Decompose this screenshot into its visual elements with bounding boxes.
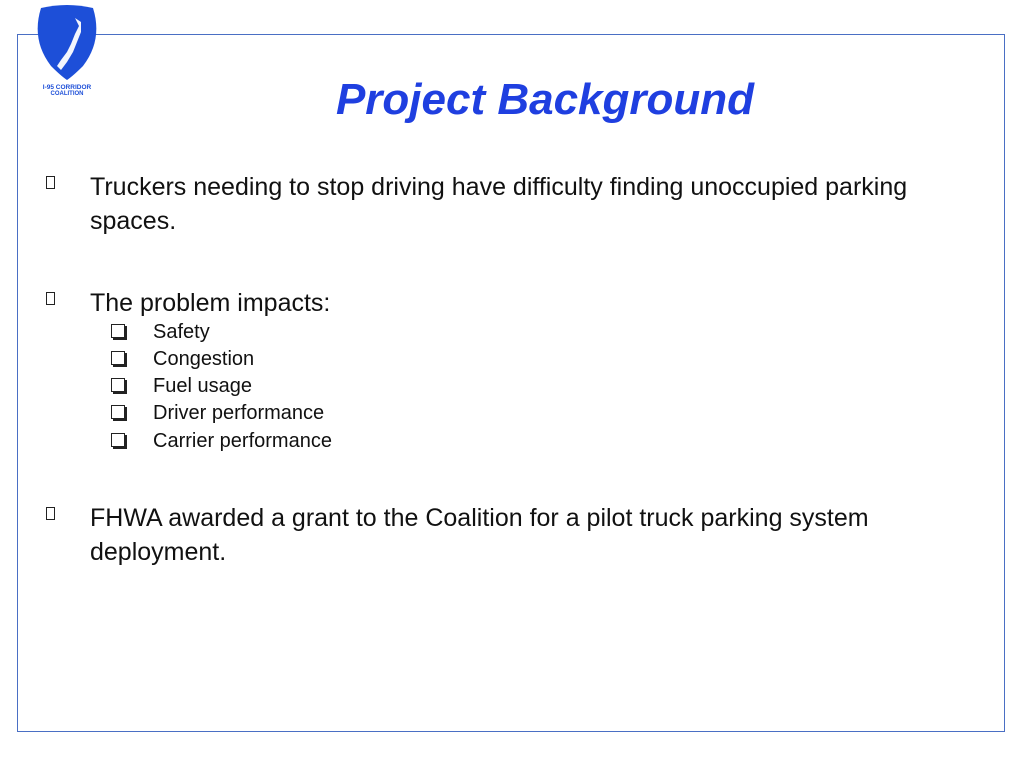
bullet-marker	[46, 292, 55, 305]
bullet-text: FHWA awarded a grant to the Coalition for a pilot truck parking system deployment.	[90, 504, 869, 566]
logo-text-line2: COALITION	[50, 91, 84, 96]
logo-text-line1: I-95 CORRIDOR	[42, 84, 92, 91]
bullet-text: The problem impacts:	[90, 289, 331, 317]
checkbox-icon	[111, 433, 125, 447]
bullet-text: Truckers needing to stop driving have difficulty finding unoccupied parking spaces.	[90, 173, 908, 235]
sub-item-label: Carrier performance	[153, 430, 332, 452]
checkbox-icon	[111, 378, 125, 392]
bullet-marker	[46, 507, 55, 520]
checkbox-icon	[111, 405, 125, 419]
page-title: Project Background	[335, 75, 755, 124]
bullet-marker	[46, 176, 55, 189]
sub-item-label: Driver performance	[153, 402, 325, 424]
sub-item-label: Safety	[153, 321, 210, 343]
sub-item-label: Congestion	[153, 348, 255, 370]
checkbox-icon	[111, 351, 125, 365]
sub-item-label: Fuel usage	[153, 375, 252, 397]
checkbox-icon	[111, 324, 125, 338]
